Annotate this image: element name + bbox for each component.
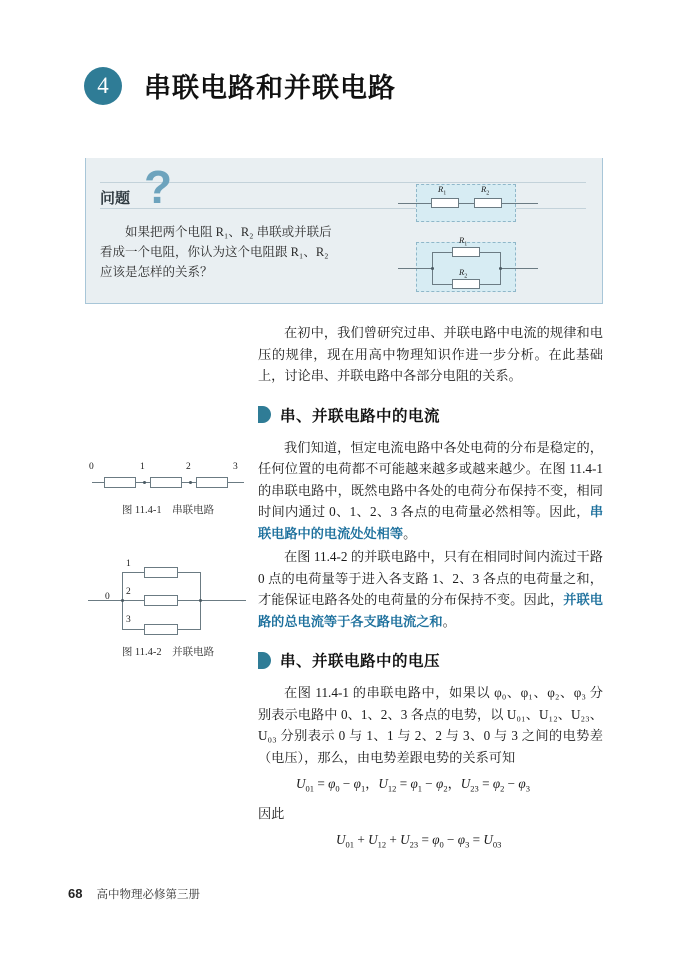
- parallel-resistor-2-body: [452, 279, 480, 289]
- formula-voltage-sum: $U_{01} + U_{12} + U_{23} = \varphi_0 - \varphi_3 = U_{03}$: [336, 832, 502, 850]
- fig2-resistor-2: [144, 595, 178, 606]
- fig2-resistor-3: [144, 624, 178, 635]
- fig2-node-left-dot: [121, 599, 124, 602]
- series-wire-main: [398, 203, 538, 204]
- page-title: 串联电路和并联电路: [144, 73, 396, 103]
- fig2-label-0: 0: [105, 592, 110, 602]
- section-heading-current-label: 串、并联电路中的电流: [280, 407, 441, 425]
- question-mark-icon: ?: [144, 161, 173, 213]
- section-number-badge: 4: [84, 67, 122, 105]
- fig2-wire-right: [200, 600, 246, 601]
- figure-11-4-2-caption: 图 11.4-2 并联电路: [121, 647, 215, 658]
- fig1-label-0: 0: [89, 462, 94, 472]
- parallel-resistor-1-label: $R_1$: [459, 235, 468, 248]
- section-heading-voltage: [258, 649, 603, 671]
- series-resistor-1-label: $R_1$: [438, 184, 447, 197]
- fig1-resistor-3: [196, 477, 228, 488]
- parallel-wire-right: [500, 268, 538, 269]
- current-para2-text: 在图 11.4-2 的并联电路中，只有在相同时间内流过干路 0 点的电荷量等于进入各支路 1、2、3 各点的电荷量之和，才能保证电路各处的电荷量的分布保持不变。因此，: [258, 549, 603, 607]
- current-para1-text: 我们知道，恒定电流电路中各处电荷的分布是稳定的，任何位置的电荷都不可能越来越多或越来越少。在图 11.4-1 的串联电路中，既然电路中各处的电荷分布保持不变，相同时间内通过 0、1、2、3 各点的电荷量必然相等。因此，: [258, 439, 603, 519]
- series-resistor-2-label: $R_2$: [481, 184, 490, 197]
- fig1-node-1-dot: [143, 481, 146, 484]
- current-paragraph-1: [258, 437, 603, 545]
- figure-11-4-1-canvas: [88, 462, 248, 496]
- parallel-node-right: [499, 267, 502, 270]
- current-para1-tail: 。: [403, 525, 417, 541]
- fig1-label-3: 3: [233, 462, 238, 472]
- footer-book-title: 高中物理必修第三册: [96, 889, 200, 901]
- formula-potential-differences: $U_{01} = \varphi_0 - \varphi_1$，$U_{12} = \varphi_1 - \varphi_2$，$U_{23} = \varphi_2 - \varphi_3$: [296, 776, 530, 794]
- current-para1-highlight: 串联电路中的电流处处相等: [258, 504, 603, 541]
- fig1-resistor-1: [104, 477, 136, 488]
- fig2-label-1: 1: [126, 559, 131, 569]
- series-resistor-2-body: [474, 198, 502, 208]
- figure-11-4-2: [88, 559, 248, 659]
- figure-11-4-1: [88, 462, 248, 517]
- question-text: [100, 222, 350, 282]
- triangle-bullet-icon: [258, 652, 271, 669]
- section-heading-current: [258, 404, 603, 426]
- fig1-resistor-2: [150, 477, 182, 488]
- current-para2-highlight: 并联电路的总电流等于各支路电流之和: [258, 592, 603, 629]
- fig2-resistor-1: [144, 567, 178, 578]
- therefore-label: 因此: [258, 805, 285, 821]
- question-text-line-1: 如果把两个电阻 R₁、R₂ 串联或并联后: [125, 225, 332, 239]
- parallel-resistor-2-label: $R_2$: [459, 267, 468, 280]
- question-rule-top: [100, 182, 586, 183]
- parallel-resistor-1-body: [452, 247, 480, 257]
- fig2-label-2: 2: [126, 587, 131, 597]
- figure-11-4-2-canvas: [88, 559, 248, 638]
- intro-paragraph: 在初中，我们曾研究过串、并联电路中电流的规律和电压的规律，现在用高中物理知识作进一步分析。在此基础上，讨论串、并联电路中各部分电阻的关系。: [258, 325, 603, 383]
- question-label-area: [100, 161, 590, 216]
- fig1-label-1: 1: [140, 462, 145, 472]
- page-title-row: [84, 66, 396, 105]
- figure-11-4-1-caption: 图 11.4-1 串联电路: [121, 505, 215, 516]
- series-resistor-1-body: [431, 198, 459, 208]
- voltage-paragraph-1: 在图 11.4-1 的串联电路中，如果以 φ₀、φ₁、φ₂、φ₃ 分别表示电路中 0、1、2、3 各点的电势，以 U₀₁、U₁₂、U₂₃、U₀₃ 分别表示 0 与 1、1 与 2、2 与 3、0 与 3 之间的电势差（电压），那么，由电势差跟电势的关系可知: [258, 685, 603, 765]
- current-paragraph-2: [258, 546, 603, 632]
- fig2-node-right-dot: [199, 599, 202, 602]
- question-label: 问题: [100, 187, 134, 208]
- question-box: [85, 158, 603, 304]
- section-heading-voltage-label: 串、并联电路中的电压: [280, 653, 441, 670]
- parallel-wire-left: [398, 268, 432, 269]
- question-text-line-3: 应该是怎样的关系？: [100, 265, 213, 279]
- page-footer: [68, 886, 200, 902]
- question-text-line-2: 看成一个电阻，你认为这个电阻跟 R₁、R₂: [100, 245, 329, 259]
- parallel-node-left: [431, 267, 434, 270]
- main-text-column: [258, 322, 603, 859]
- current-para2-tail: 。: [442, 613, 456, 629]
- fig1-node-2-dot: [189, 481, 192, 484]
- fig1-label-2: 2: [186, 462, 191, 472]
- footer-page-number: 68: [68, 886, 83, 901]
- triangle-bullet-icon: [258, 406, 271, 423]
- fig2-label-3: 3: [126, 615, 131, 625]
